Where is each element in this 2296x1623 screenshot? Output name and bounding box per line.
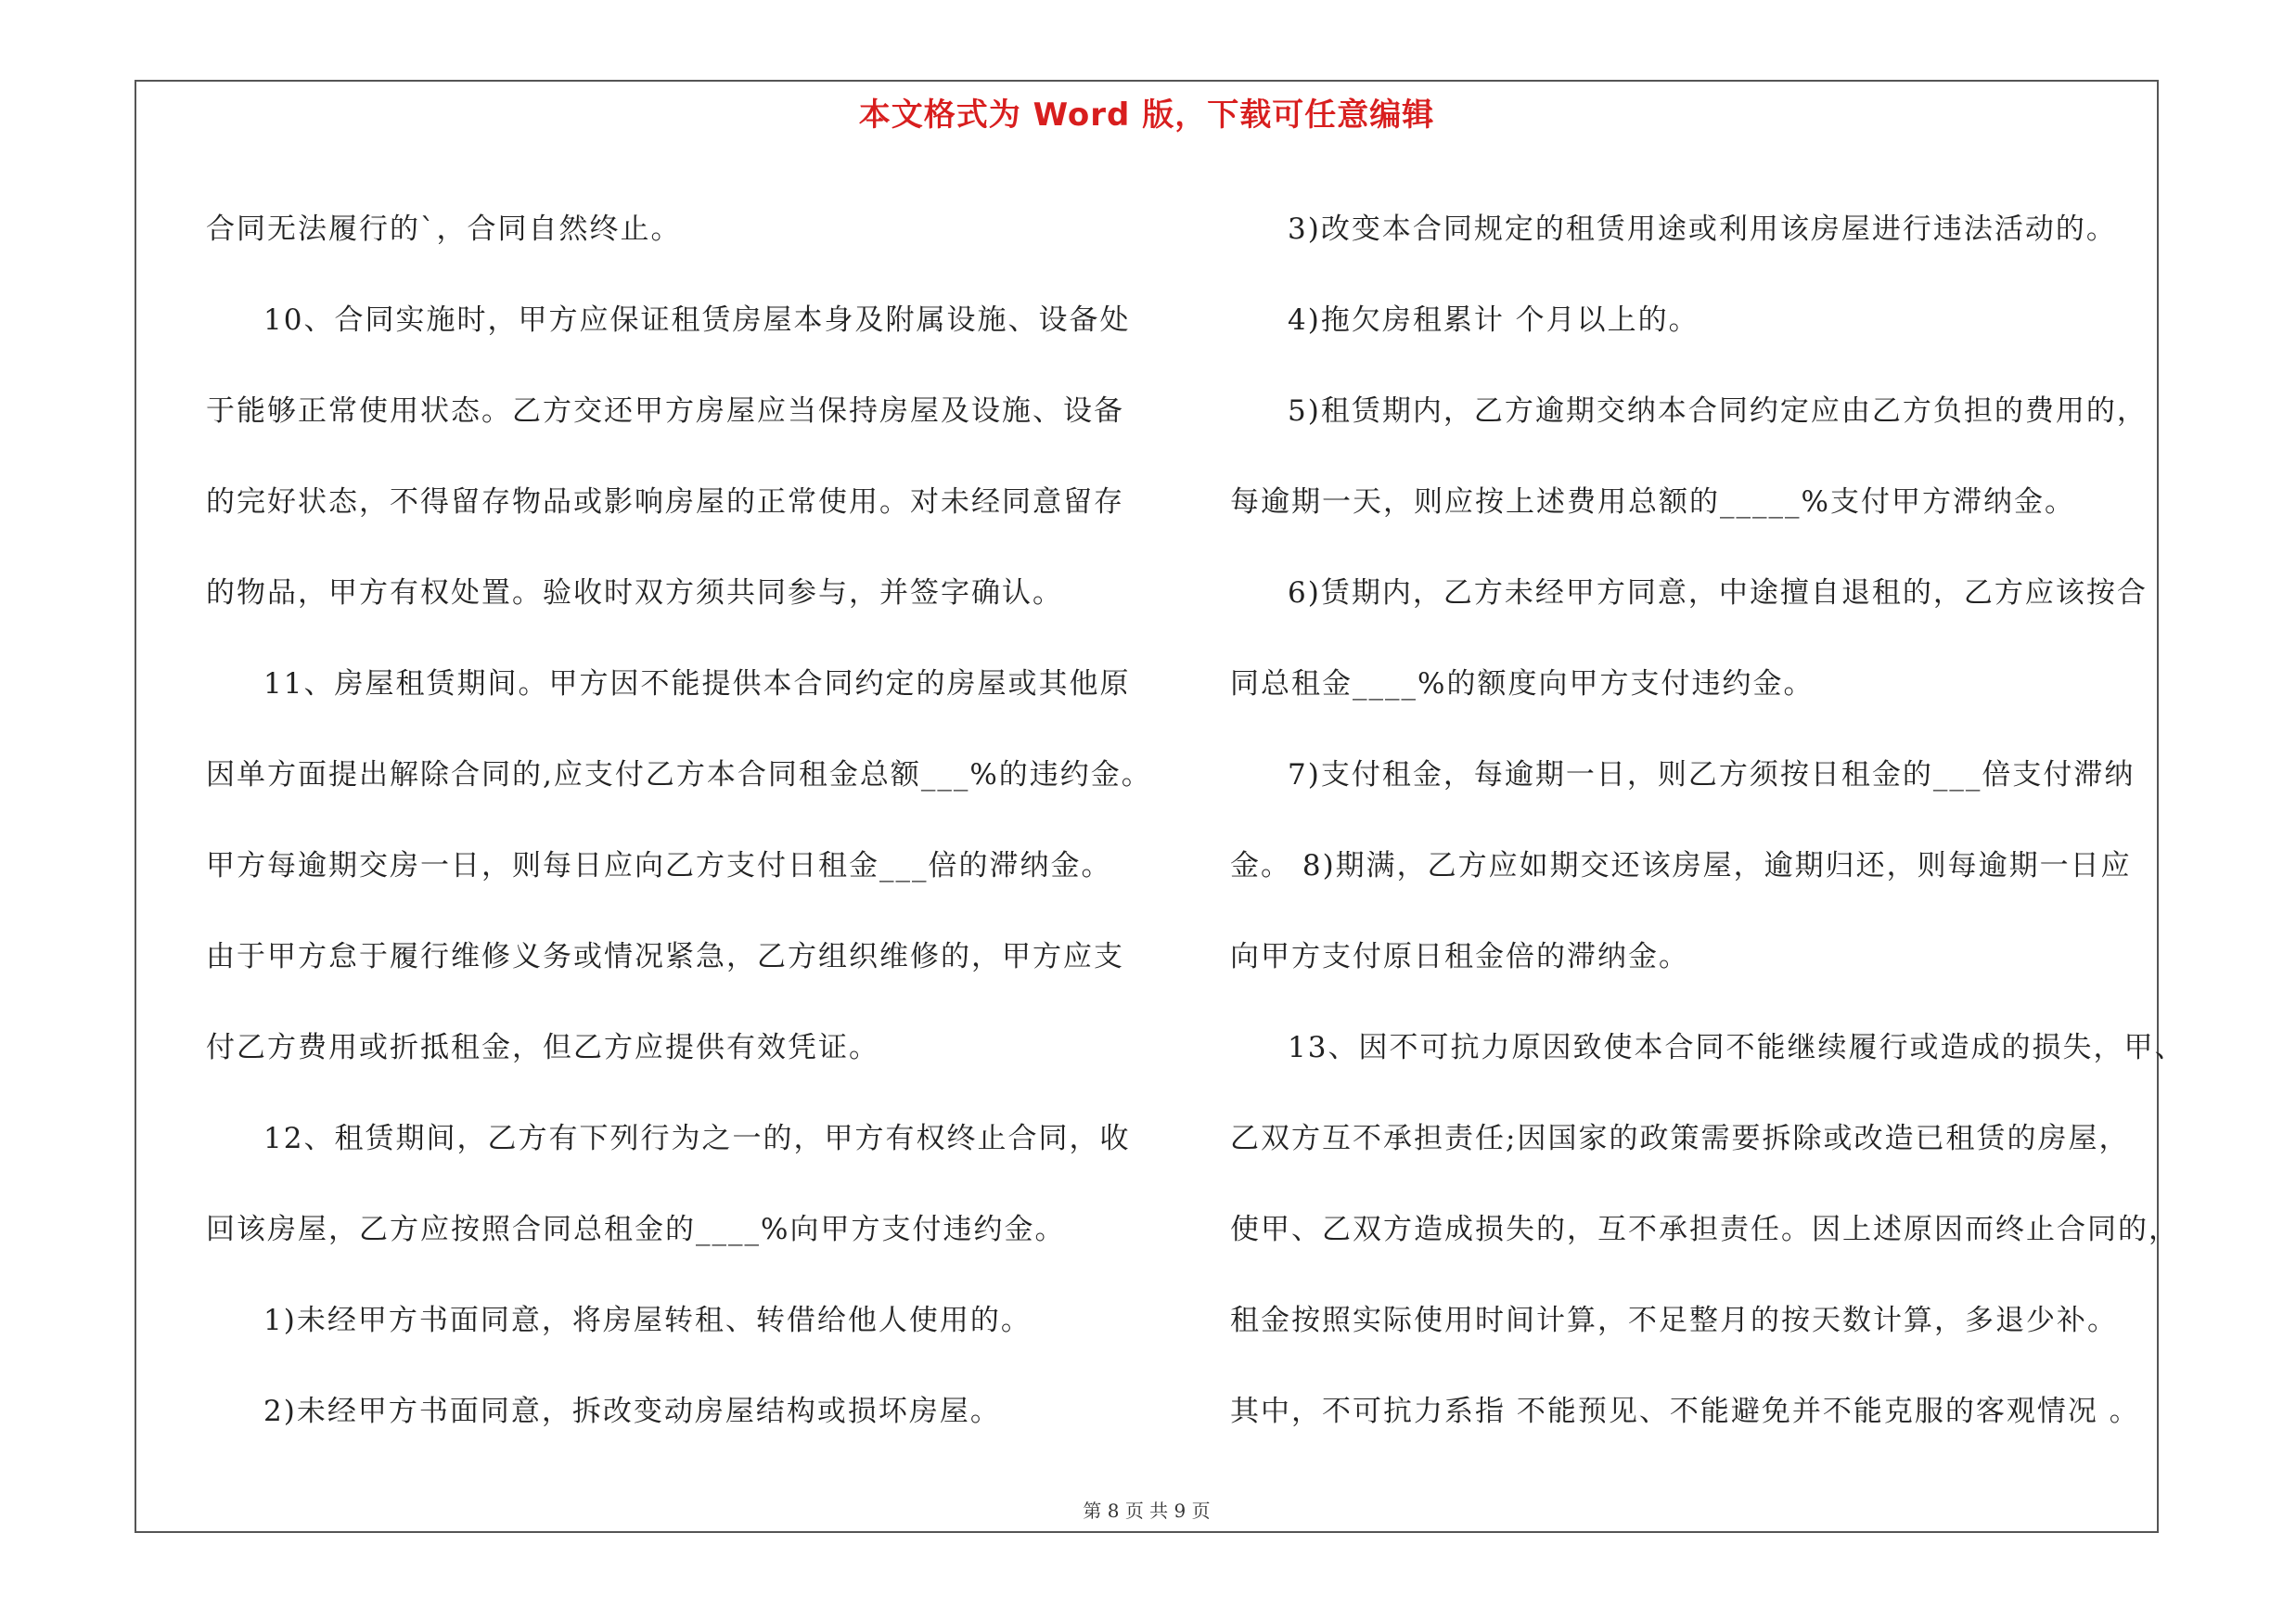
left-column-line: 12、租赁期间，乙方有下列行为之一的，甲方有权终止合同，收 xyxy=(263,1122,1131,1155)
right-column-line: 13、因不可抗力原因致使本合同不能继续履行或造成的损失，甲、 xyxy=(1288,1031,2186,1064)
format-banner: 本文格式为 Word 版，下载可任意编辑 xyxy=(858,97,1435,134)
right-column-line: 其中，不可抗力系指 不能预见、不能避免并不能克服的客观情况 。 xyxy=(1230,1395,2140,1428)
left-column-line: 1)未经甲方书面同意，将房屋转租、转借给他人使用的。 xyxy=(263,1304,1032,1337)
right-column-line: 租金按照实际使用时间计算，不足整月的按天数计算，多退少补。 xyxy=(1230,1304,2118,1337)
left-column-line: 回该房屋，乙方应按照合同总租金的____%向甲方支付违约金。 xyxy=(206,1213,1066,1246)
right-column-line: 乙双方互不承担责任;因国家的政策需要拆除或改造已租赁的房屋， xyxy=(1230,1122,2130,1155)
left-column-line: 付乙方费用或折抵租金，但乙方应提供有效凭证。 xyxy=(206,1031,879,1064)
left-column-line: 于能够正常使用状态。乙方交还甲方房屋应当保持房屋及设施、设备 xyxy=(206,394,1124,428)
right-column-line: 3)改变本合同规定的租赁用途或利用该房屋进行违法活动的。 xyxy=(1288,213,2117,246)
left-column-line: 11、房屋租赁期间。甲方因不能提供本合同约定的房屋或其他原 xyxy=(263,667,1131,701)
page-number-footer: 第 8 页 共 9 页 xyxy=(1083,1500,1211,1522)
left-column-line: 因单方面提出解除合同的,应支付乙方本合同租金总额___%的违约金。 xyxy=(206,758,1152,792)
left-column-line: 2)未经甲方书面同意，拆改变动房屋结构或损坏房屋。 xyxy=(263,1395,1001,1428)
left-column-line: 合同无法履行的`，合同自然终止。 xyxy=(206,213,682,246)
right-column-line: 金。 8)期满，乙方应如期交还该房屋，逾期归还，则每逾期一日应 xyxy=(1230,849,2132,882)
left-column-line: 10、合同实施时，甲方应保证租赁房屋本身及附属设施、设备处 xyxy=(263,303,1131,337)
right-column-line: 向甲方支付原日租金倍的滞纳金。 xyxy=(1230,940,1689,973)
right-column-line: 同总租金____%的额度向甲方支付违约金。 xyxy=(1230,667,1815,701)
right-column-line: 5)租赁期内，乙方逾期交纳本合同约定应由乙方负担的费用的， xyxy=(1288,394,2148,428)
left-column-line: 由于甲方怠于履行维修义务或情况紧急，乙方组织维修的，甲方应支 xyxy=(206,940,1124,973)
left-column xyxy=(206,184,1152,1457)
right-column-line: 使甲、乙双方造成损失的，互不承担责任。因上述原因而终止合同的， xyxy=(1230,1213,2179,1246)
right-column-line: 每逾期一天，则应按上述费用总额的_____%支付甲方滞纳金。 xyxy=(1230,485,2075,519)
left-column-line: 的完好状态，不得留存物品或影响房屋的正常使用。对未经同意留存 xyxy=(206,485,1124,519)
left-column-line: 甲方每逾期交房一日，则每日应向乙方支付日租金___倍的滞纳金。 xyxy=(206,849,1112,882)
left-column-line: 的物品，甲方有权处置。验收时双方须共同参与，并签字确认。 xyxy=(206,576,1063,610)
right-column-line: 7)支付租金，每逾期一日，则乙方须按日租金的___倍支付滞纳 xyxy=(1288,758,2136,792)
right-column-line: 6)赁期内，乙方未经甲方同意，中途擅自退租的，乙方应该按合 xyxy=(1288,576,2148,610)
right-column-line: 4)拖欠房租累计 个月以上的。 xyxy=(1288,303,1700,337)
right-column xyxy=(1230,184,2186,1457)
